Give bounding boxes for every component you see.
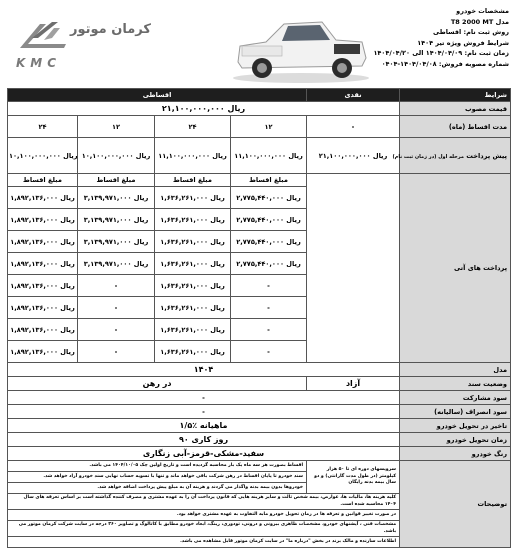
installment-cell: ۱,۶۳۶,۲۶۱,۰۰۰ ریال xyxy=(155,253,231,275)
prepay-label xyxy=(392,138,511,174)
duration-label: مدت اقساط (ماه) xyxy=(400,116,511,138)
installment-cell: ۳,۱۳۹,۹۷۱,۰۰۰ ریال xyxy=(78,253,155,275)
prepay-stage-label: مرحله اول (در زمان ثبت نام) xyxy=(392,153,464,160)
header-installment: اقساطی xyxy=(8,89,307,102)
installment-cell: ۱,۸۹۲,۱۳۶,۰۰۰ ریال xyxy=(8,187,78,209)
duration-cell: ۱۲ xyxy=(78,116,155,138)
color-label: رنگ خودرو xyxy=(400,447,511,461)
prepay-cell: ۱۱,۱۰۰,۰۰۰,۰۰۰ ریال xyxy=(231,138,307,174)
notes-label: توضیحات xyxy=(400,461,511,548)
delivery-label: زمان تحویل خودرو xyxy=(400,433,511,447)
prepay-cell: ۱۰,۱۰۰,۰۰۰,۰۰۰ ریال xyxy=(8,138,78,174)
installment-cell: - xyxy=(78,297,155,319)
installment-cell: ۲,۷۷۵,۴۴۰,۰۰۰ ریال xyxy=(231,187,307,209)
note-text: اطلاعات سازنده و مالک برند در بخش "درباره ما" در سایت کرمان موتور قابل مشاهده می باشد. xyxy=(8,537,400,548)
note-text: در صورت تغییر قوانین و تعرفه ها در زمان تحویل خودرو مابه التفاوت به عهده مشتری خواهد بود. xyxy=(8,510,400,521)
color-value: سفید-مشکی-قرمز-آبی زنگاری xyxy=(8,447,400,461)
delay-value: ۱/۵٪ ماهیانه xyxy=(8,419,400,433)
doc-cash: آزاد xyxy=(307,377,400,391)
delay-label: تاخیر در تحویل خودرو xyxy=(400,419,511,433)
spec-line: شرایط فروش ویژه تیر ۱۴۰۴ xyxy=(417,38,509,47)
price-label: قیمت مصوب xyxy=(400,102,511,116)
installment-cell: ۱,۸۹۲,۱۳۶,۰۰۰ ریال xyxy=(8,297,78,319)
spec-line: مدل T8 2000 MT xyxy=(450,17,509,26)
withdraw-label: سود انصراف (ساليانه) xyxy=(400,405,511,419)
installment-cell: ۱,۶۳۶,۲۶۱,۰۰۰ ریال xyxy=(155,231,231,253)
header-conditions: شرایط xyxy=(400,89,511,102)
table-row xyxy=(8,433,511,447)
installment-cell: ۳,۱۳۹,۹۷۱,۰۰۰ ریال xyxy=(78,231,155,253)
pickup-truck-image xyxy=(226,6,376,86)
installment-cell: - xyxy=(231,341,307,363)
model-value: ۱۴۰۴ xyxy=(8,363,400,377)
table-row xyxy=(8,391,511,405)
installment-cell: ۲,۷۷۵,۴۴۰,۰۰۰ ریال xyxy=(231,209,307,231)
table-row xyxy=(8,447,511,461)
partnership-value: - xyxy=(8,391,400,405)
installment-cell: - xyxy=(231,319,307,341)
installment-head: مبلغ اقساط xyxy=(231,174,307,187)
installment-cell: ۱,۸۹۲,۱۳۶,۰۰۰ ریال xyxy=(8,319,78,341)
table-row xyxy=(8,116,511,138)
installment-cell: - xyxy=(78,319,155,341)
installment-cell: ۱,۶۳۶,۲۶۱,۰۰۰ ریال xyxy=(155,209,231,231)
table-row xyxy=(8,174,511,187)
installment-cell: ۱,۸۹۲,۱۳۶,۰۰۰ ریال xyxy=(8,209,78,231)
installment-head: مبلغ اقساط xyxy=(78,174,155,187)
page-header xyxy=(0,0,517,88)
vehicle-spec-block xyxy=(373,6,509,69)
installment-head: مبلغ اقساط xyxy=(155,174,231,187)
table-row xyxy=(8,377,511,391)
installment-cell: ۳,۱۳۹,۹۷۱,۰۰۰ ریال xyxy=(78,209,155,231)
table-header-row xyxy=(8,89,511,102)
installment-cell: ۱,۶۳۶,۲۶۱,۰۰۰ ریال xyxy=(155,319,231,341)
delivery-value: ۹۰ روز کاری xyxy=(8,433,400,447)
note-text: خودروها بدون بیمه بدنه واگذار می گردند و هزینه آن به مبلغ پیش پرداخت اضافه خواهد شد. xyxy=(8,483,307,494)
installment-cell: ۲,۷۷۵,۴۴۰,۰۰۰ ریال xyxy=(231,253,307,275)
note-text: اقساط بصورت هر سه ماه یک بار محاسبه گردیده است و تاریخ اولین چک ۱۴۰۴/۱۰/۰۵ می باشد. xyxy=(8,461,307,472)
table-row xyxy=(8,138,511,174)
installment-cell: ۱,۶۳۶,۲۶۱,۰۰۰ ریال xyxy=(155,187,231,209)
installment-cell: ۲,۷۷۵,۴۴۰,۰۰۰ ریال xyxy=(231,231,307,253)
installment-cell: ۱,۸۹۲,۱۳۶,۰۰۰ ریال xyxy=(8,275,78,297)
sales-conditions-table xyxy=(7,88,511,548)
note-text: کلیه هزینه ها، مالیات ها، عوارض، بیمه شخص ثالث و سایر هزینه هایی که قانون پرداخت آن را به عهده مشتری و مصرف کننده گذاشته است بر اساس تعرفه های سال ۱۴۰۴ محاسبه شده است. xyxy=(8,494,400,510)
header-cash: نقدی xyxy=(307,89,400,102)
installment-cash-blank xyxy=(307,174,400,363)
installment-cell: ۱,۸۹۲,۱۳۶,۰۰۰ ریال xyxy=(8,341,78,363)
installment-cell: - xyxy=(231,297,307,319)
installment-cell: - xyxy=(78,341,155,363)
duration-cell: ۲۴ xyxy=(155,116,231,138)
note-text: سند خودرو تا پایان اقساط در رهن شرکت باقی خواهد ماند و تنها با تسویه حساب نهایی سند خودرو آزاد خواهد شد. xyxy=(8,472,307,483)
installment-cell: ۱,۶۳۶,۲۶۱,۰۰۰ ریال xyxy=(155,297,231,319)
spec-line: روش ثبت نام: اقساطی xyxy=(433,28,509,36)
kmc-emblem-icon xyxy=(14,18,70,54)
table-row xyxy=(8,461,511,472)
table-row xyxy=(8,363,511,377)
prepay-group-label: پیش پرداخت xyxy=(466,151,508,160)
spec-line: مشخصات خودرو xyxy=(456,7,509,15)
withdraw-value: - xyxy=(8,405,400,419)
price-value: ۲۱,۱۰۰,۰۰۰,۰۰۰ ریال xyxy=(8,102,400,116)
partnership-label: سود مشارکت xyxy=(400,391,511,405)
installment-cell: ۱,۸۹۲,۱۳۶,۰۰۰ ریال xyxy=(8,253,78,275)
warranty-note: سرویسهای دوره ای تا ۵۰ هزار کیلومتر (در طول مدت گارانتی) و دو سال بیمه بدنه رایگان xyxy=(307,461,400,494)
installment-cell: - xyxy=(231,275,307,297)
table-row xyxy=(8,102,511,116)
prepay-cell: ۱۰,۱۰۰,۰۰۰,۰۰۰ ریال xyxy=(78,138,155,174)
note-text: مشخصات فنی ، آپشنهای خودرو، مشخصات ظاهری بیرونی و درونی، تودوزی، رینگ، ابعاد خودرو مطابق با کاتالوگ و تصاویر ۳۶۰ درجه در سایت شرکت کرمان موتور می باشد. xyxy=(8,521,400,537)
installment-cell: ۱,۶۳۶,۲۶۱,۰۰۰ ریال xyxy=(155,275,231,297)
table-row xyxy=(8,405,511,419)
logo-latin-text: KMC xyxy=(16,56,62,70)
duration-cash: - xyxy=(307,116,400,138)
spec-line: شماره مصوبه فروش: ۱۴۰۴/۰۴/۰۸-۰۴۰۴ xyxy=(381,59,509,68)
doc-label: وضعیت سند xyxy=(400,377,511,391)
installment-cell: ۳,۱۳۹,۹۷۱,۰۰۰ ریال xyxy=(78,187,155,209)
installment-head: مبلغ اقساط xyxy=(8,174,78,187)
prepay-cash: ۲۱,۱۰۰,۰۰۰,۰۰۰ ریال xyxy=(307,138,400,174)
doc-installment: در رهن xyxy=(8,377,307,391)
installments-label: پرداخت های آتی xyxy=(400,174,511,363)
installment-cell: ۱,۸۹۲,۱۳۶,۰۰۰ ریال xyxy=(8,231,78,253)
model-label: مدل xyxy=(400,363,511,377)
duration-cell: ۲۴ xyxy=(8,116,78,138)
prepay-cell: ۱۱,۱۰۰,۰۰۰,۰۰۰ ریال xyxy=(155,138,231,174)
installment-cell: ۱,۶۳۶,۲۶۱,۰۰۰ ریال xyxy=(155,341,231,363)
spec-line: زمان ثبت نام: ۱۴۰۴/۰۴/۰۹ الی ۱۴۰۴/۰۴/۲۰ xyxy=(373,49,509,57)
installment-cell: - xyxy=(78,275,155,297)
logo-brand-text: کرمان موتور xyxy=(70,22,151,37)
table-row xyxy=(8,419,511,433)
duration-cell: ۱۲ xyxy=(231,116,307,138)
